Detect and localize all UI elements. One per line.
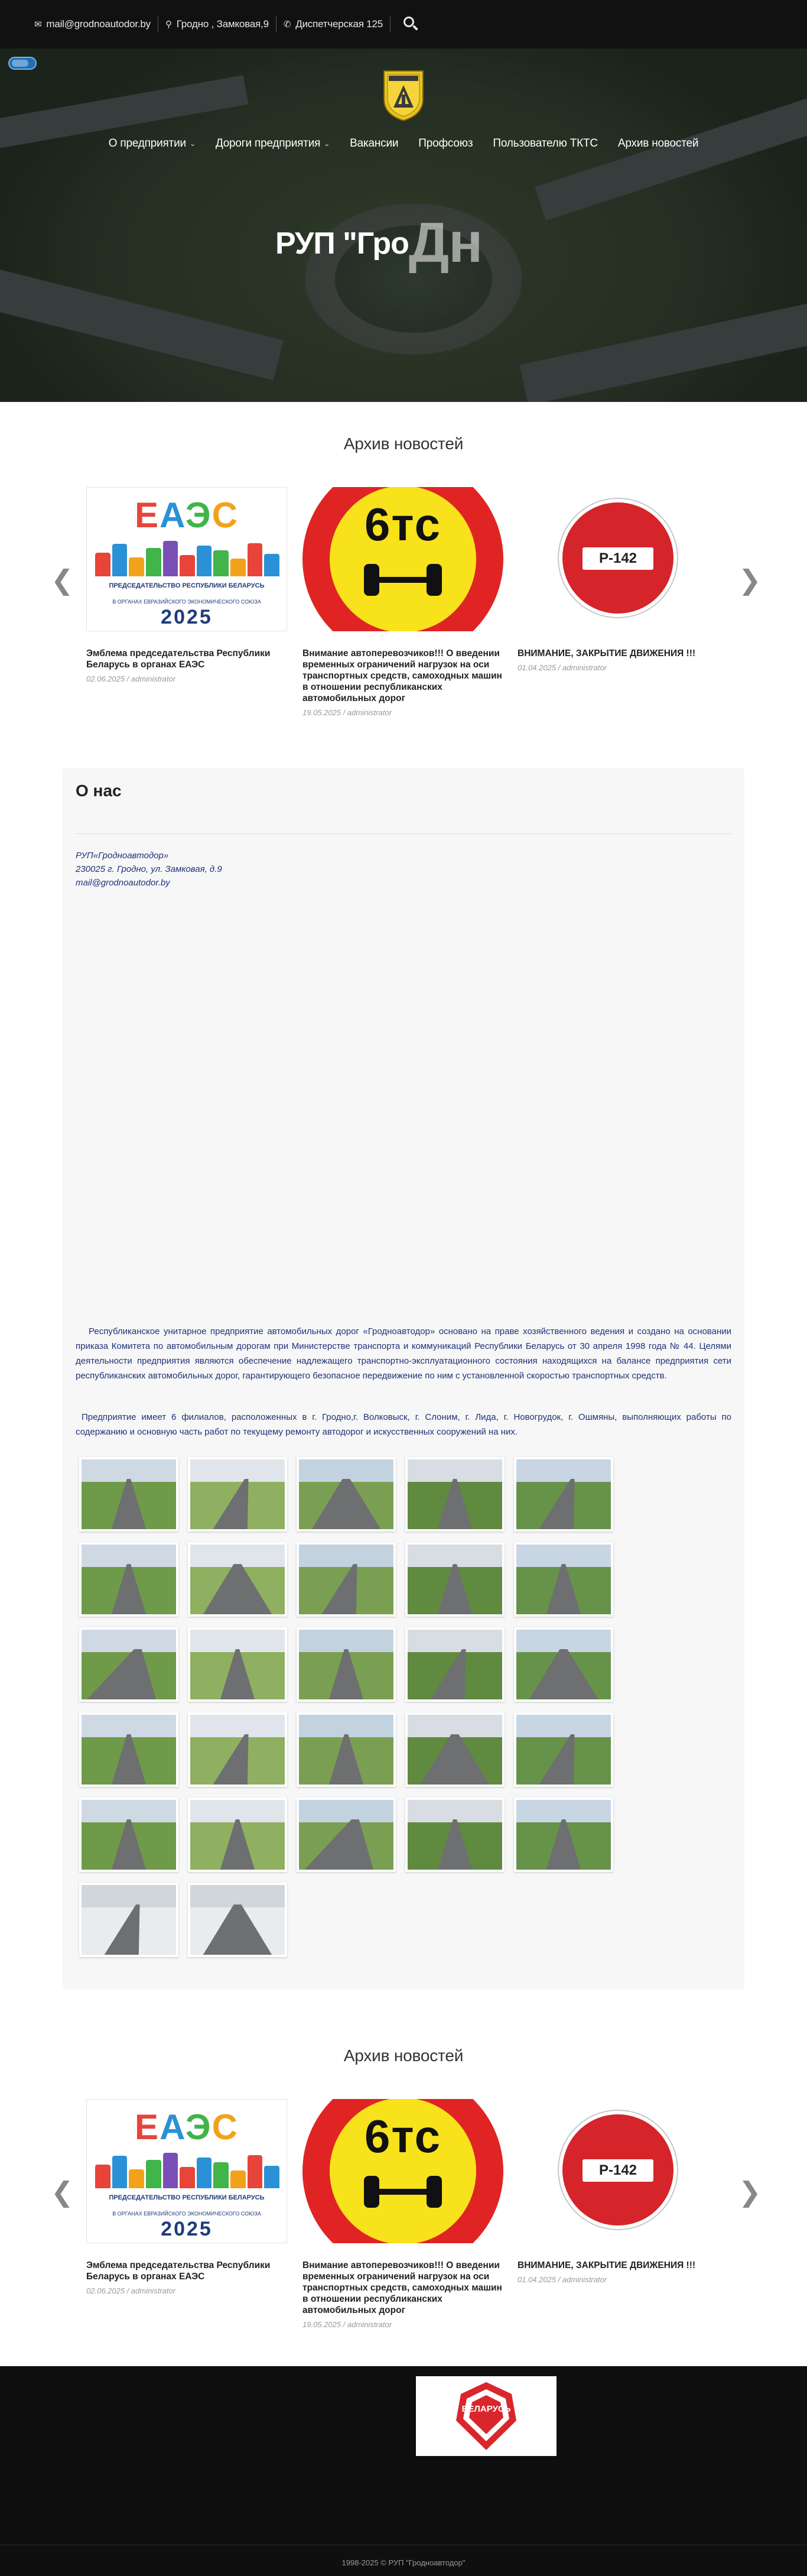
- news-heading: Архив новостей: [343, 2046, 464, 2065]
- gallery-photo[interactable]: [188, 1457, 287, 1532]
- contact-line: РУП«Гродноавтодор»: [76, 851, 169, 861]
- eaec-caption: ПРЕДСЕДАТЕЛЬСТВО РЕСПУБЛИКИ БЕЛАРУСЬ: [109, 582, 265, 589]
- city-skyline-icon: [95, 2153, 279, 2188]
- gallery-photo[interactable]: [79, 1457, 178, 1532]
- nav-vacancies[interactable]: [350, 137, 398, 150]
- news-title[interactable]: Внимание автоперевозчиков!!! О введении временных ограничений нагрузок на оси транспортных средств, самоходных машин в отношении республиканских автомобильных дорог: [302, 648, 502, 703]
- carousel-next-button[interactable]: ❯: [738, 564, 762, 595]
- gallery-photo[interactable]: [297, 1457, 396, 1532]
- gallery-photo[interactable]: [79, 1712, 178, 1787]
- news-carousel: [51, 2099, 762, 2347]
- eaec-caption-sub: В ОРГАНАХ ЕВРАЗИЙСКОГО ЭКОНОМИЧЕСКОГО СОЮЗА: [112, 599, 261, 605]
- sign-text: 6тс: [365, 498, 441, 550]
- eaec-letter: А: [160, 495, 186, 535]
- eaec-caption: ПРЕДСЕДАТЕЛЬСТВО РЕСПУБЛИКИ БЕЛАРУСЬ: [109, 2194, 265, 2201]
- nav-roads[interactable]: [216, 137, 330, 150]
- news-thumb-eaec[interactable]: [86, 2099, 287, 2243]
- carousel-prev-button[interactable]: ❮: [51, 2176, 74, 2207]
- gallery-photo[interactable]: [405, 1542, 505, 1617]
- news-meta: 01.04.2025 / administrator: [518, 663, 607, 672]
- about-contact: [76, 849, 222, 890]
- chevron-down-icon: ⌄: [189, 139, 196, 148]
- eaec-letter: Е: [135, 2107, 160, 2147]
- nav-union-label: Профсоюз: [418, 137, 473, 150]
- gallery-photo[interactable]: [514, 1712, 613, 1787]
- gallery-photo[interactable]: [79, 1798, 178, 1872]
- news-card[interactable]: [518, 2099, 718, 2284]
- nav-roads-label: Дороги предприятия: [215, 137, 321, 150]
- gallery-photo[interactable]: [79, 1542, 178, 1617]
- eaec-year: 2025: [161, 606, 213, 628]
- topbar-email-text: mail@grodnoautodor.by: [46, 18, 151, 30]
- nav-about-label: О предприятии: [108, 137, 186, 150]
- quality-mark-text: БЕЛАРУСЬ: [461, 2404, 511, 2414]
- gallery-photo[interactable]: [188, 1883, 287, 1957]
- copyright: 1998-2025 © РУП "Гродноавтодор": [341, 2558, 466, 2567]
- news-card[interactable]: [518, 487, 718, 672]
- news-meta: 02.06.2025 / administrator: [86, 2286, 176, 2295]
- topbar-email[interactable]: [27, 17, 158, 32]
- eaec-letter: Э: [185, 2107, 212, 2147]
- contact-line[interactable]: mail@grodnoautodor.by: [76, 878, 170, 888]
- eaec-letter: А: [160, 2107, 186, 2147]
- about-paragraph: Республиканское унитарное предприятие автомобильных дорог «Гродноавтодор» основано на праве хозяйственного ведения и создано на основании приказа Комитета по автомобильным дорогам при Министерстве транспорта и коммуникаций Республики Беларусь от 30 апреля 1998 года № 44. Целями деятельности предприятия являются обеспечение надлежащего транспортно-эксплуатационного состояния находящихся на балансе предприятия сети республиканских автомобильных дорог, гарантирующего безопасное передвижение по ним с установленной скоростью транспортных средств.: [76, 1326, 731, 1381]
- top-bar: [0, 0, 807, 48]
- news-card[interactable]: [86, 2099, 287, 2295]
- news-card[interactable]: [302, 2099, 503, 2329]
- gallery-photo[interactable]: [297, 1542, 396, 1617]
- topbar-phone-text: Диспетчерская 125: [295, 18, 383, 30]
- about-paragraph: Предприятие имеет 6 филиалов, расположенных в г. Гродно,г. Волковыск, г. Слоним, г. Лида, г. Новогрудок, г. Ошмяны, выполняющих работы по содержанию и основную часть работ по текущему ремонту автодорог и искусственных сооружений на них.: [76, 1412, 731, 1437]
- envelope-icon: ✉: [34, 20, 42, 30]
- hero-title-ghost: Дн: [408, 211, 483, 274]
- company-logo[interactable]: [380, 69, 427, 122]
- nav-vacancies-label: Вакансии: [350, 137, 399, 150]
- gallery-photo[interactable]: [514, 1542, 613, 1617]
- news-thumb-road-closed-sign[interactable]: [518, 2099, 718, 2243]
- news-title[interactable]: ВНИМАНИЕ, ЗАКРЫТИЕ ДВИЖЕНИЯ !!!: [518, 2260, 696, 2270]
- gallery-photo[interactable]: [79, 1883, 178, 1957]
- hero-title: [275, 202, 483, 274]
- gallery-photo[interactable]: [514, 1627, 613, 1702]
- news-meta: 02.06.2025 / administrator: [86, 674, 176, 683]
- footer: [0, 2366, 807, 2576]
- about-heading: О нас: [76, 781, 122, 800]
- gallery-photo[interactable]: [405, 1457, 505, 1532]
- news-title[interactable]: Эмблема председательства Республики Беларусь в органах ЕАЭС: [86, 2260, 271, 2282]
- eaec-letter: С: [211, 495, 239, 535]
- eaec-letter: Э: [185, 495, 212, 535]
- eaec-letter: С: [211, 2107, 239, 2147]
- news-card[interactable]: [302, 487, 503, 717]
- gallery-photo[interactable]: [188, 1627, 287, 1702]
- nav-news-archive[interactable]: [618, 137, 698, 150]
- nav-union[interactable]: [418, 137, 473, 150]
- gallery-photo[interactable]: [297, 1627, 396, 1702]
- hero-banner: [0, 48, 807, 402]
- gallery-photo[interactable]: [297, 1712, 396, 1787]
- theme-toggle[interactable]: [8, 57, 37, 70]
- contact-line: 230025 г. Гродно, ул. Замковая, д.9: [76, 864, 222, 874]
- gallery-photo[interactable]: [79, 1627, 178, 1702]
- topbar-address: [158, 17, 276, 32]
- quality-mark-link[interactable]: [416, 2376, 557, 2456]
- hero-title-text: РУП "Гро: [275, 226, 409, 261]
- quality-mark-icon: [416, 2376, 557, 2456]
- gallery-photo[interactable]: [188, 1712, 287, 1787]
- eaec-year: 2025: [161, 2218, 213, 2240]
- news-title[interactable]: ВНИМАНИЕ, ЗАКРЫТИЕ ДВИЖЕНИЯ !!!: [518, 648, 696, 658]
- sign-text: 6тс: [365, 2110, 441, 2162]
- carousel-prev-button[interactable]: ❮: [51, 564, 74, 595]
- topbar-phone[interactable]: [276, 17, 391, 32]
- gallery-photo[interactable]: [405, 1627, 505, 1702]
- phone-icon: ✆: [283, 20, 291, 30]
- gallery-photo[interactable]: [297, 1798, 396, 1872]
- gallery-photo[interactable]: [514, 1798, 613, 1872]
- eaec-caption-sub: В ОРГАНАХ ЕВРАЗИЙСКОГО ЭКОНОМИЧЕСКОГО СОЮЗА: [112, 2211, 261, 2217]
- news-thumb-axle-sign[interactable]: [302, 2099, 503, 2243]
- about-section: [63, 768, 744, 1990]
- news-meta: 19.05.2025 / administrator: [302, 708, 392, 717]
- sign-text: Р-142: [583, 547, 653, 570]
- news-heading: Архив новостей: [343, 434, 464, 453]
- search-button[interactable]: [402, 15, 420, 33]
- news-thumb-axle-sign[interactable]: [302, 487, 503, 631]
- eaec-letter: Е: [135, 495, 160, 535]
- news-meta: 01.04.2025 / administrator: [518, 2275, 607, 2284]
- nav-news-archive-label: Архив новостей: [617, 137, 699, 150]
- chevron-down-icon: ⌄: [324, 139, 330, 148]
- main-nav: [0, 137, 807, 150]
- nav-about[interactable]: [109, 137, 196, 150]
- map-pin-icon: ⚲: [165, 20, 172, 30]
- news-thumb-eaec[interactable]: [86, 487, 287, 631]
- divider: [76, 833, 731, 834]
- topbar-address-text: Гродно , Замковая,9: [176, 18, 269, 30]
- gallery-photo[interactable]: [405, 1798, 505, 1872]
- sign-text: Р-142: [583, 2159, 653, 2182]
- news-title[interactable]: Эмблема председательства Республики Беларусь в органах ЕАЭС: [86, 648, 271, 670]
- news-card[interactable]: [86, 487, 287, 683]
- city-skyline-icon: [95, 541, 279, 576]
- gallery-photo[interactable]: [188, 1542, 287, 1617]
- news-meta: 19.05.2025 / administrator: [302, 2320, 392, 2329]
- gallery-photo[interactable]: [405, 1712, 505, 1787]
- carousel-next-button[interactable]: ❯: [738, 2176, 762, 2207]
- gallery-photo[interactable]: [514, 1457, 613, 1532]
- news-title[interactable]: Внимание автоперевозчиков!!! О введении временных ограничений нагрузок на оси транспортных средств, самоходных машин в отношении республиканских автомобильных дорог: [302, 2260, 502, 2315]
- nav-tkts-label: Пользователю ТКТС: [493, 137, 598, 150]
- news-thumb-road-closed-sign[interactable]: [518, 487, 718, 631]
- gallery-photo[interactable]: [188, 1798, 287, 1872]
- news-carousel: [51, 487, 762, 735]
- nav-tkts[interactable]: [493, 137, 598, 150]
